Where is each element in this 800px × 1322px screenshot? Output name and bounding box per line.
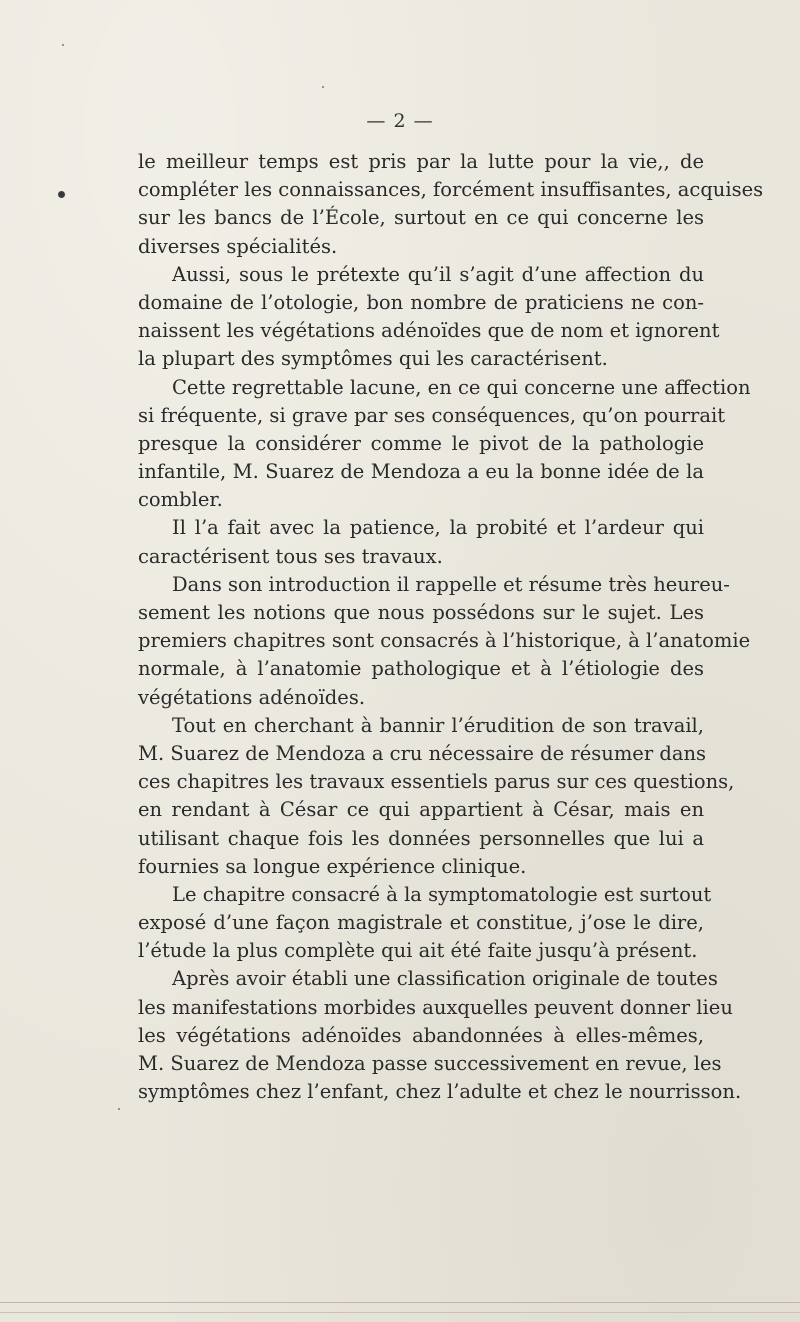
text-line: si fréquente, si grave par ses conséquences, qu’on pourrait [138, 403, 726, 427]
text-line: domaine de l’otologie, bon nombre de praticiens ne con- [138, 290, 704, 314]
text-line: infantile, M. Suarez de Mendoza a eu la bonne idée de la [138, 460, 704, 484]
text-line: sur les bancs de l’École, surtout en ce qui concerne les [138, 206, 704, 230]
text-line: les manifestations morbides auxquelles peuvent donner lieu [138, 995, 733, 1019]
text-line: Après avoir établi une classification originale de toutes [172, 967, 718, 991]
text-line: en rendant à César ce qui appartient à César, mais en [138, 798, 704, 822]
text-line: ces chapitres les travaux essentiels parus sur ces questions, [138, 770, 735, 794]
text-line: diverses spécialités. [138, 234, 338, 258]
text-line: normale, à l’anatomie pathologique et à l’étiologie des [138, 657, 704, 681]
text-line: M. Suarez de Mendoza passe successivement en revue, les [138, 1052, 722, 1075]
text-line: fournies sa longue expérience clinique. [138, 854, 527, 878]
text-line: premiers chapitres sont consacrés à l’historique, à l’anatomie [138, 629, 751, 653]
text-line: les végétations adénoïdes abandonnées à elles-mêmes, [138, 1023, 704, 1047]
body-text [138, 148, 764, 1106]
text-line: Dans son introduction il rappelle et résume très heureu- [172, 572, 730, 596]
text-line: le meilleur temps est pris par la lutte pour la vie,, de [138, 150, 704, 173]
text-line: combler. [138, 488, 223, 512]
text-line: utilisant chaque fois les données personnelles que lui a [138, 826, 704, 850]
paper-speck [62, 44, 64, 46]
text-line: Tout en cherchant à bannir l’érudition de son travail, [172, 713, 704, 737]
text-line: végétations adénoïdes. [138, 685, 366, 709]
text-line: Cette regrettable lacune, en ce qui concerne une affection [172, 375, 751, 399]
text-line: caractérisent tous ses travaux. [138, 544, 443, 568]
text-line: presque la considérer comme le pivot de la pathologie [138, 431, 704, 455]
text-line: exposé d’une façon magistrale et constitue, j’ose le dire, [138, 911, 704, 935]
page-number: — 2 — [366, 110, 434, 132]
paper-speck [118, 1108, 120, 1110]
margin-dot [58, 191, 65, 198]
text-line: M. Suarez de Mendoza a cru nécessaire de résumer dans [138, 741, 707, 765]
bottom-rule [0, 1312, 800, 1313]
text-line: symptômes chez l’enfant, chez l’adulte et chez le nourrisson. [138, 1080, 742, 1104]
bottom-rule [0, 1302, 800, 1303]
text-line: sement les notions que nous possédons sur le sujet. Les [138, 601, 704, 624]
text-line: compléter les connaissances, forcément insuffisantes, acquises [138, 178, 764, 202]
text-line: l’étude la plus complète qui ait été faite jusqu’à présent. [138, 939, 698, 963]
text-line: naissent les végétations adénoïdes que de nom et ignorent [138, 319, 720, 343]
text-line: Le chapitre consacré à la symptomatologie est surtout [172, 882, 712, 906]
text-line: Il l’a fait avec la patience, la probité et l’ardeur qui [172, 516, 704, 540]
paper-speck [322, 86, 324, 88]
text-line: la plupart des symptômes qui les caractérisent. [138, 347, 608, 371]
text-line: Aussi, sous le prétexte qu’il s’agit d’une affection du [172, 262, 704, 286]
